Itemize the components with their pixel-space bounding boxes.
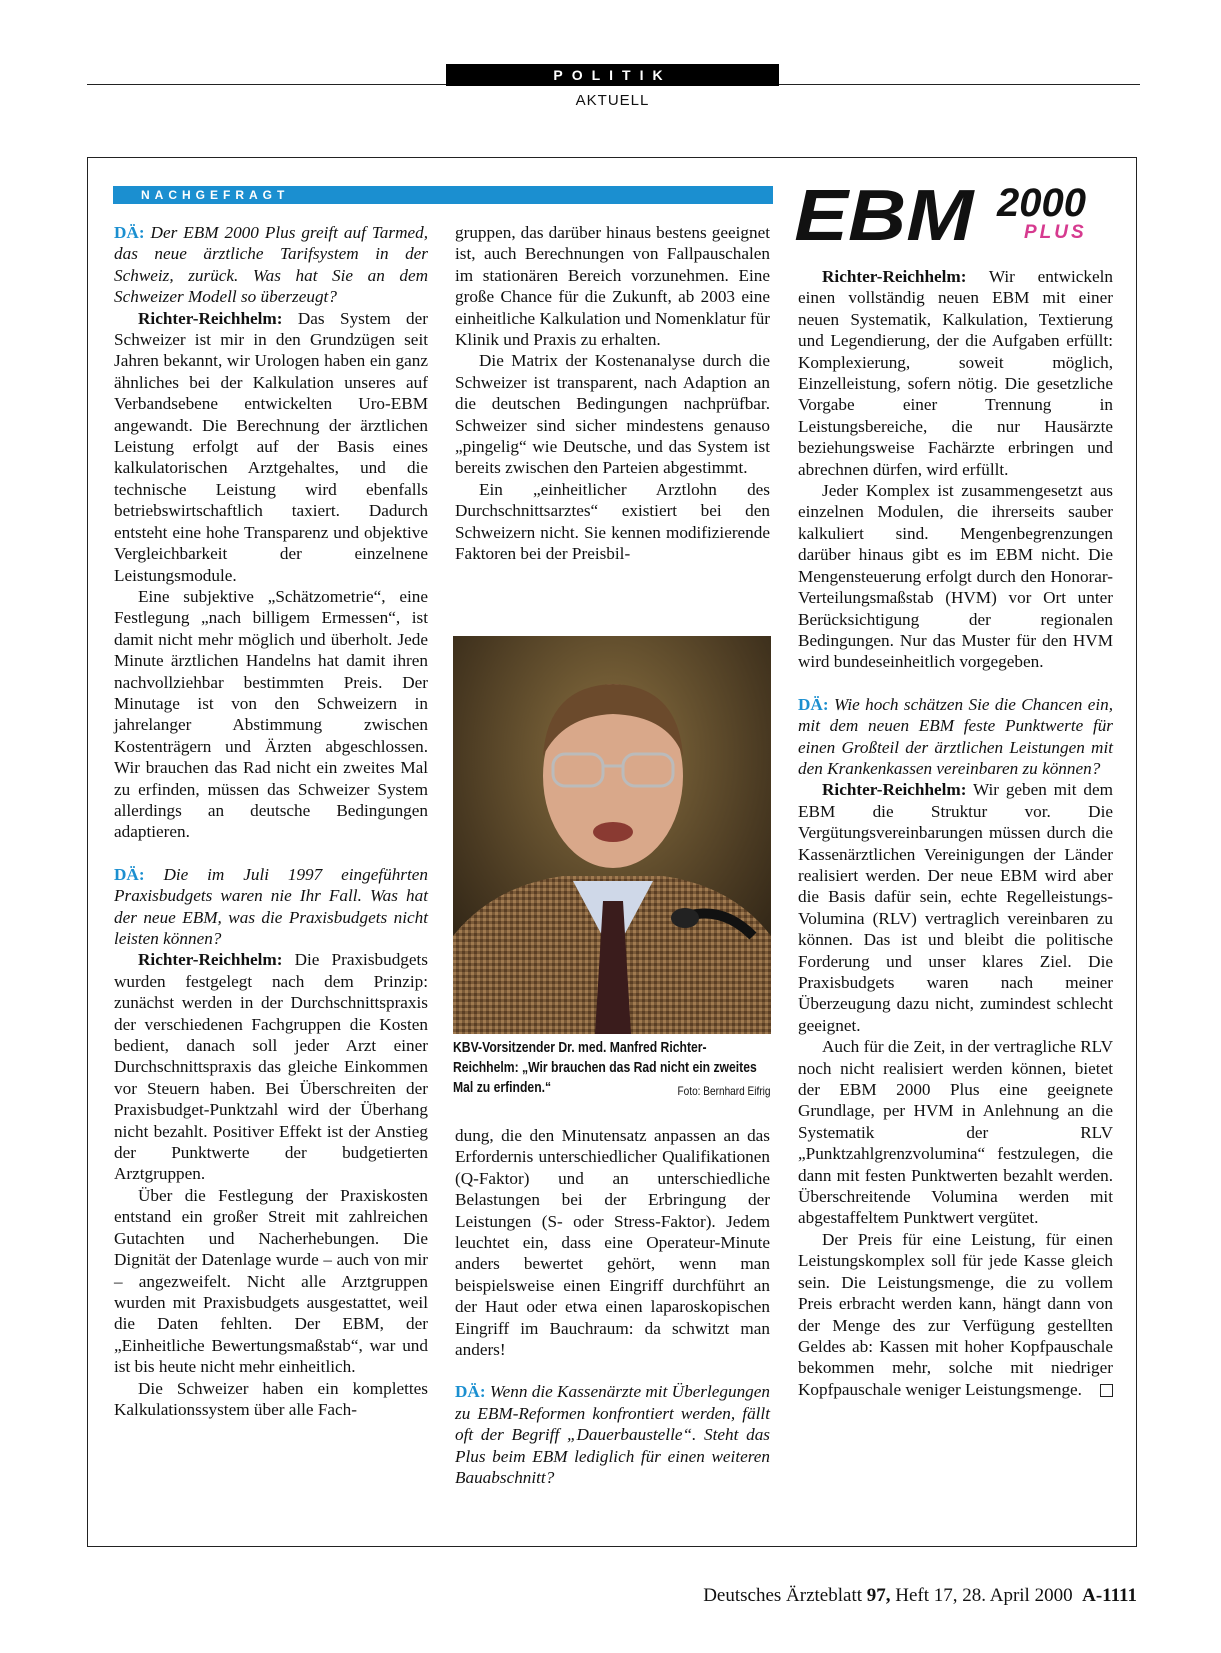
page-footer	[703, 1585, 1137, 1607]
paragraph: Jeder Komplex ist zusammengesetzt aus einzelnen Modulen, die ihrerseits sauber kalkuliert sind. Mengenbegrenzungen darüber hinaus gibt es im EBM nicht. Die Mengensteuerung erfolgt durch den Honorar-Verteilungsmaßstab (HVM) vor Ort unter Berücksichtigung der regionalen Bedingungen. Nur das Muster für den HVM wird bundeseinheitlich vorgegeben.	[798, 481, 1113, 672]
page-number: A-1111	[1082, 1585, 1137, 1606]
question-1: DÄ: Der EBM 2000 Plus greift auf Tarmed, das neue ärztliche Tarifsystem in der Schweiz, zurück. Was hat Sie an dem Schweizer Modell so überzeugt?	[114, 223, 429, 307]
answer-4: Richter-Reichhelm: Wir geben mit dem EBM die Struktur vor. Die Vergütungsvereinbarungen müssen durch die Kassenärztlichen Vereinigungen der Länder realisiert werden. Der neue EBM wird aber die Basis dafür sein, echte Regelleistungs-Volumina (RLV) vertraglich vereinbaren zu können. Das ist und bleibt die politische Forderung und unser klares Ziel. Die Praxisbudgets waren nach meiner Überzeugung dazu nicht, zumindest schlecht geeignet.	[798, 780, 1113, 1035]
da-label: DÄ:	[455, 1382, 486, 1402]
paragraph: Die Matrix der Kostenanalyse durch die Schweizer ist transparent, nach Adaption an die deutschen Bedingungen nachprüfbar. Schweizer sind sicher mindestens genauso „pingelig“ wie Deutsche, und das System ist bereits zwischen den Parteien abgestimmt.	[455, 351, 770, 478]
photo-credit: Foto: Bernhard Eifrig	[677, 1084, 771, 1098]
paragraph: Eine subjektive „Schätzometrie“, eine Festlegung „nach billigem Ermessen“, ist damit nicht mehr möglich und überholt. Jede Minute ärztlichen Handelns hat damit ihren nachvollziehbar bestimmten Preis. Der Minutage ist von den Schweizern in jahrelanger Abstimmung zwischen Kostenträgern und Ärzten abgeschlossen. Wir brauchen das Rad nicht ein zweites Mal zu erfinden, müssen das Schweizer System allerdings an deutsche Bedingungen adaptieren.	[114, 586, 428, 842]
paragraph: Über die Festlegung der Praxiskosten entstand ein großer Streit mit zahlreichen Gutachten und Nacherhebungen. Die Dignität der Datenlage wurde – auch von mir – angezweifelt. Nicht alle Arztgruppen wurden mit Praxisbudgets ausgestattet, weil die Daten fehlten. Der EBM, der „Einheitliche Bewertungsmaßstab“, war und ist bis heute nicht mehr einheitlich.	[114, 1185, 428, 1377]
kicker-bar: NACHGEFRAGT	[113, 186, 773, 204]
end-mark-icon	[1100, 1384, 1113, 1397]
speaker-label: Richter-Reichhelm:	[822, 780, 967, 800]
paragraph: dung, die den Minutensatz anpassen an das Erfordernis unterschiedlicher Qualifikationen (Q-Faktor) und an unterschiedliche Belastungen bei der Erbringung der Leistungen (S- oder Stress-Faktor). Jedem leuchtet ein, dass eine Operateur-Minute anders bewertet gehört, wenn man beispielsweise einen Eingriff durchführt an der Haut oder etwa einen laparoskopischen Eingriff im Bauchraum: da schwitzt man anders!	[455, 1126, 770, 1360]
question-3: DÄ: Wenn die Kassenärzte mit Überlegungen zu EBM-Reformen konfrontiert werden, fällt oft der Begriff „Dauerbaustelle“. Steht das Plus beim EBM lediglich für einen weiteren Bauabschnitt?	[455, 1382, 770, 1488]
logo-plus: PLUS	[1024, 222, 1087, 243]
logo-main: EBM	[794, 180, 974, 250]
paragraph: Der Preis für eine Leistung, für einen Leistungskomplex soll für jede Kasse gleich sein. Die Leistungsmenge, die zu vollem Preis erbracht werden kann, hängt dann von der Menge des zur Verfügung gestellten Geldes ab: Kassen mit hoher Kopfpauschale bekommen mehr, solche mit niedriger Kopfpauschale weniger Leistungsmenge.	[798, 1229, 1113, 1399]
column-2-top	[455, 222, 770, 565]
column-3	[798, 266, 1113, 1400]
section-label: POLITIK	[446, 64, 779, 86]
question-2: DÄ: Die im Juli 1997 eingeführten Praxisbudgets waren nie Ihr Fall. Was hat der neue EBM, was die Praxisbudgets nicht leisten können?	[114, 864, 428, 948]
answer-3: Richter-Reichhelm: Wir entwickeln einen vollständig neuen EBM mit einer neuen Systematik, Kalkulation, Textierung und Legendierung, der die Aufgaben erfüllt: Komplexierung, soweit möglich, Einzelleistung, sofern nötig. Die gesetzliche Vorgabe einer Trennung in Leistungsbereiche, die nur Hausärzte beziehungsweise Fachärzte erbringen und abrechnen dürfen, wird erfüllt.	[798, 267, 1113, 479]
paragraph: Die Schweizer haben ein komplettes Kalkulationssystem über alle Fach-	[114, 1378, 428, 1419]
ebm-2000-plus-logo	[792, 180, 1112, 250]
issue: Heft 17, 28. April 2000	[895, 1585, 1073, 1606]
paragraph: gruppen, das darüber hinaus bestens geeignet ist, auch Berechnungen von Fallpauschalen im stationären Bereich vorzunehmen. Eine große Chance für die Zukunft, ab 2003 eine einheitliche Kalkulation und Nomenklatur für Klinik und Praxis zu erhalten.	[455, 223, 771, 350]
logo-year: 2000	[997, 181, 1086, 225]
volume: 97,	[866, 1585, 891, 1606]
speaker-label: Richter-Reichhelm:	[138, 308, 283, 328]
photo-caption: KBV-Vorsitzender Dr. med. Manfred Richter-Reichhelm: „Wir brauchen das Rad nicht ein zweites Mal zu erfinden.“ Foto: Bernhard Eifrig	[453, 1038, 771, 1101]
paragraph: Auch für die Zeit, in der vertragliche RLV noch nicht realisiert werden können, bietet der EBM 2000 Plus eine geeignete Grundlage, per HVM in Anlehnung an die Systematik der RLV „Punktzahlgrenzvolumina“ festzulegen, die dann mit festen Punktwerten bezahlt werden. Überschreitende Volumina werden mit abgestaffeltem Punktwert vergütet.	[798, 1037, 1113, 1228]
journal-name: Deutsches Ärzteblatt	[703, 1585, 863, 1606]
paragraph: Ein „einheitlicher Arztlohn des Durchschnittsarztes“ existiert bei den Schweizern nicht. Sie kennen modifizierende Faktoren bei der Preisbil-	[455, 479, 770, 564]
da-label: DÄ:	[114, 864, 145, 884]
answer-2: Richter-Reichhelm: Die Praxisbudgets wurden festgelegt nach dem Prinzip: zunächst werden in der Durchschnittspraxis der verschiedenen Fachgruppen die Kosten bedient, danach soll jeder Arzt einer Durchschnittspraxis das gleiche Einkommen vor Steuern haben. Bei Überschreiten der Praxisbudget-Punktzahl wird der Überhang nicht bezahlt. Positiver Effekt ist der Anstieg der Punktwerte der budgetierten Arztgruppen.	[114, 950, 428, 1184]
speaker-label: Richter-Reichhelm:	[822, 267, 967, 286]
da-label: DÄ:	[798, 694, 829, 714]
column-1	[114, 222, 428, 1420]
da-label: DÄ:	[114, 223, 145, 242]
speaker-label: Richter-Reichhelm:	[138, 950, 283, 970]
question-4: DÄ: Wie hoch schätzen Sie die Chancen ein, mit dem neuen EBM feste Punktwerte für einen Großteil der ärztlichen Leistungen mit den Krankenkassen vereinbaren zu können?	[798, 694, 1114, 778]
column-2-bottom	[455, 1125, 770, 1489]
subsection-label: AKTUELL	[575, 92, 650, 109]
portrait-photo	[453, 636, 771, 1034]
answer-1: Richter-Reichhelm: Das System der Schweizer ist mir in den Grundzügen seit Jahren bekannt, wir Urologen haben ein ganz ähnliches bei der Kalkulation unseres auf Verbandsebene entwickelten Uro-EBM angewandt. Die Berechnung der ärztlichen Leistung erfolgt auf der Basis eines kalkulatorischen Arztgehaltes, und die technische Leistung wird ebenfalls betriebswirtschaftlich taxiert. Dadurch entsteht eine hohe Transparenz und objektive Vergleichbarkeit der einzelnene Leistungsmodule.	[114, 308, 428, 585]
